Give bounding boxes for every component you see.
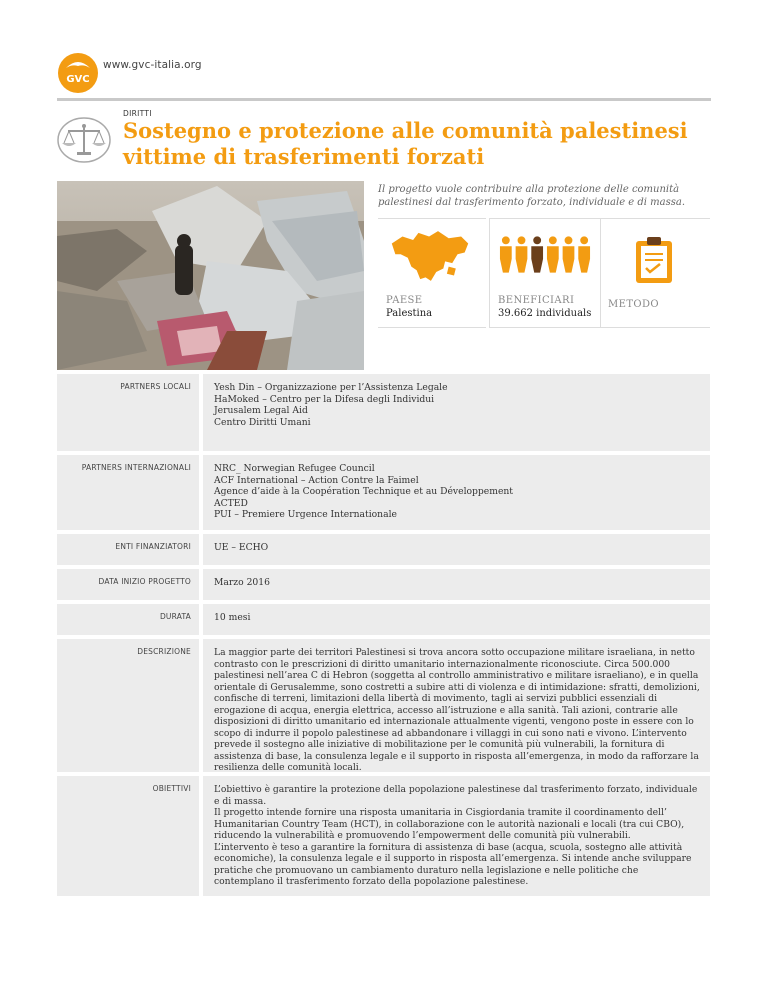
row-value: Yesh Din – Organizzazione per l’Assistenza Legale HaMoked – Centro per la Difesa degli Individui Jerusalem Legal Aid Centro Diritti Umani [214, 382, 448, 428]
row-label: PARTNERS LOCALI [57, 374, 203, 451]
middle-east-map-icon [390, 227, 470, 285]
row-label: OBIETTIVI [57, 776, 203, 896]
svg-text:GVC: GVC [66, 74, 90, 85]
project-intro: Il progetto vuole contribuire alla protezione delle comunità palestinesi dal trasferimento forzato, individuale e di massa. [378, 184, 686, 208]
beneficiari-label: BENEFICIARI [498, 295, 575, 306]
row-label: DATA INIZIO PROGETTO [57, 569, 203, 600]
row-value: Marzo 2016 [214, 577, 270, 588]
metodo-label: METODO [608, 299, 660, 310]
row-value: UE – ECHO [214, 542, 269, 553]
header-divider [57, 98, 711, 101]
gvc-logo [57, 52, 99, 94]
row-value: L’obiettivo è garantire la protezione della popolazione palestinese dal trasferimento forzato, individuale e di massa. Il progetto intende fornire una risposta umanitaria in Cisgiordania tramite il coordinamento dell’ Humanitarian Country Team (HCT), in collaborazione con le autorità nazionali e locali (tra cui CBO), riducendo la vulnerabilità e promuovendo l’empowerment delle comunità più vulnerabili. L’intervento è teso a garantire la fornitura di assistenza di base (acqua, scuola, sostegno alle attività economiche), la consulenza legale e il supporto in risposta all’emergenza. Si intende anche sviluppare pratiche che promuovano un cambiamento duraturo nella legislazione e nelle politiche che contemplano il trasferimento forzato della popolazione palestinese. [214, 784, 698, 887]
table-row [57, 455, 710, 530]
table-row [57, 374, 710, 451]
scale-of-justice-icon [56, 116, 112, 164]
table-row [57, 639, 710, 772]
row-label: ENTI FINANZIATORI [57, 534, 203, 565]
table-row [57, 569, 710, 600]
info-box-beneficiari [489, 218, 601, 328]
beneficiari-value: 39.662 individuals [498, 308, 592, 319]
page-title: Sostegno e protezione alle comunità palestinesi vittime di trasferimenti forzati [123, 118, 688, 169]
row-label: PARTNERS INTERNAZIONALI [57, 455, 203, 530]
people-icon [498, 235, 592, 275]
table-row [57, 604, 710, 635]
table-row [57, 776, 710, 896]
project-category: DIRITTI [123, 109, 152, 118]
paese-value: Palestina [386, 308, 433, 319]
project-photo [57, 181, 364, 370]
row-value: La maggior parte dei territori Palestinesi si trova ancora sotto occupazione militare israeliana, in netto contrasto con le prescrizioni di diritto umanitario internazionalmente riconosciute. Circa 500.000 palestinesi nell’area C di Hebron (soggetta al controllo amministrativo e militare israeliano), e in quella orientale di Gerusalemme, sono costretti a subire atti di violenza e di intimidazione: sfratti, demolizioni, confische di terreni, limitazioni della libertà di movimento, tagli ai servizi pubblici essenziali di erogazione di acqua, energia elettrica, accesso all’istruzione e alla sanità. Tali azioni, contrarie alle disposizioni di diritto umanitario ed internazionale attualmente vigenti, vengono poste in essere con lo scopo di indurre il popolo palestinese ad abbandonare i villaggi in cui sono nati e vivono. L’intervento prevede il sostegno alle iniziative di mobilitazione per le comunità più vulnerabili, la fornitura di assistenza di base, la consulenza legale e il supporto in risposta all’emergenza, in modo da rafforzare la resilienza delle comunità locali. [214, 647, 700, 773]
table-row [57, 534, 710, 565]
paese-label: PAESE [386, 295, 423, 306]
row-value: NRC_ Norwegian Refugee Council ACF International – Action Contre la Faimel Agence d’aide à la Coopération Technique et au Développement ACTED PUI – Premiere Urgence Internationale [214, 463, 513, 520]
site-url-link[interactable]: www.gvc-italia.org [103, 59, 202, 71]
row-label: DESCRIZIONE [57, 639, 203, 772]
row-value: 10 mesi [214, 612, 251, 623]
project-details-table [57, 374, 710, 900]
clipboard-check-icon [634, 235, 674, 285]
info-box-paese [378, 218, 486, 328]
info-box-metodo [600, 218, 710, 328]
row-label: DURATA [57, 604, 203, 635]
